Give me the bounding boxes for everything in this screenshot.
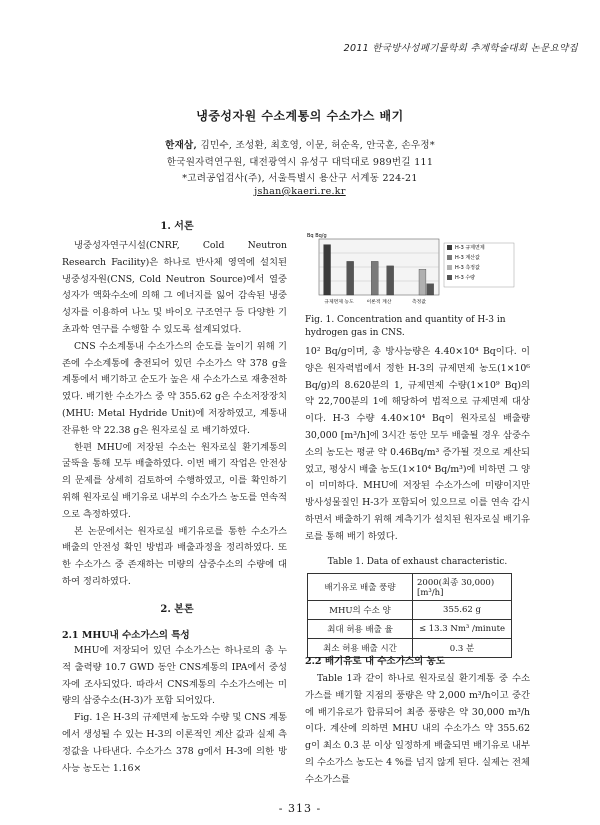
chart-legend-swatch [447, 245, 452, 250]
intro-para-3: 한편 MHU에 저장된 수소는 원자로실 환기계통의 굴뚝을 통해 모두 배출하였다. 이번 배기 작업은 안전상의 문제를 상세히 검토하여 수행하였고, 이를 확인하기 위해 원자로실 배기유로 내부의 수소가스 농도를 연속적으로 측정하였다. [62, 441, 287, 520]
table-row [308, 601, 512, 620]
email[interactable] [0, 186, 600, 197]
table-value: 0.3 분 [413, 639, 512, 658]
chart-bar [387, 266, 394, 295]
chart-legend-swatch [447, 275, 452, 280]
paper-title: 냉중성자원 수소계통의 수소가스 배기 [196, 109, 404, 123]
sub22-para: Table 1과 같이 하나로 원자로실 환기계통 중 수소가스를 배기할 지점의 풍량은 약 2,000 m³/h이고 중간에 배기유로가 합류되어 최종 풍량은 약 30,000 m³/h이다. 계산에 의하면 MHU 내의 수소가스 약 355.62 g이 최소 0.3 분 이상 일정하게 배출되면 배기유로 내부의 수소가스 농도는 4 %를 넘지 않게 된다. 실제는 전체 수소가스를 [305, 673, 530, 785]
table-row [308, 620, 512, 639]
chart-x-tick-label: 측정값 [412, 300, 426, 305]
email-link[interactable]: jshan@kaeri.re.kr [254, 186, 346, 197]
chart-bar [347, 261, 354, 295]
intro-para-1: 냉중성자연구시설(CNRF, Cold Neutron Research Facility)은 하나로 반사체 영역에 설치된 냉중성자원(CNS, Cold Neutron Source)에서 열중성자가 액화수소에 의해 그 에너지를 잃어 감속된 냉중성자를 이용하여 나노 및 바이오 구조연구 등 다양한 기초과학 연구를 수행할 수 있도록 설계되었다. [62, 240, 287, 335]
intro-para-2: CNS 수소계통내 수소가스의 순도를 높이기 위해 기존에 수소계통에 충전되어 있던 수소가스 약 378 g을 계통에서 배기하고 순도가 높은 새 수소가스로 재충전하였다. 배기한 수소가스 중 약 355.62 g은 수소저장장치(MHU: Metal Hydride Unit)에 저장하였고, 계통내 잔류한 약 22.38 g은 원자로실 로 배기하였다. [62, 340, 287, 436]
running-header: 2011 한국방사성폐기물학회 추계학술대회 논문요약집 [343, 43, 578, 54]
lead-author: 한재삼, [165, 140, 198, 151]
table-1 [307, 573, 512, 658]
affiliation-1: 한국원자력연구원, 대전광역시 유성구 대덕대로 989번길 111 [166, 157, 434, 168]
subsection-2-2-body [305, 671, 530, 789]
chart-legend-label: H-3 수량 [455, 275, 475, 281]
chart-bar [324, 245, 331, 295]
chart-legend-label: H-3 규제면제 [455, 245, 485, 251]
chart-legend-swatch [447, 255, 452, 260]
chart-legend-label: H-3 측정값 [455, 265, 480, 271]
table-key: MHU의 수소 양 [308, 601, 413, 620]
intro-body [62, 238, 287, 591]
sub21-para-2: Fig. 1은 H-3의 규제면제 농도와 수량 및 CNS 계통에서 생성될 수 있는 H-3의 이론적인 계산 값과 실제 측정값을 나타낸다. 수소가스 378 g에서 H-3에 의한 방사능 농도는 1.16× [62, 712, 287, 774]
chart-axis-label: Bq Bq/g [307, 233, 327, 239]
table-key: 배기유로 배출 풍량 [308, 574, 413, 601]
subsection-2-1-heading: 2.1 MHU내 수소가스의 특성 [62, 630, 190, 641]
table-key: 최대 허용 배출 율 [308, 620, 413, 639]
page-number: - 313 - [278, 802, 322, 815]
chart-x-tick-label: 이론적 계산 [366, 300, 392, 305]
table-row [308, 574, 512, 601]
section-intro-heading: 1. 서론 [160, 221, 194, 232]
chart-bar [419, 269, 426, 295]
table-value: 355.62 g [413, 601, 512, 620]
sub21-para-1: MHU에 저장되어 있던 수소가스는 하나로의 총 누적 출력량 10.7 GWD 동안 CNS계통의 IPA에서 중성자에 조사되었다. 따라서 CNS계통의 수소가스에는 미량의 삼중수소(H-3)가 포함 되어있다. [62, 645, 287, 707]
subsection-2-1-body [62, 643, 287, 777]
chart-x-tick-label: 규제면제 농도 [324, 300, 354, 305]
affiliation-2: *고려공업검사(주), 서울특별시 용산구 서계동 224-21 [182, 173, 418, 184]
table-value: ≤ 13.3 Nm³ /minute [413, 620, 512, 639]
right-para-1: 10² Bq/g이며, 총 방사능량은 4.40×10⁴ Bq이다. 이 양은 원자력법에서 정한 H-3의 규제면제 농도(1×10⁶ Bq/g)의 8.620분의 1, 규제면제 수량(1×10⁹ Bq)의 약 22,700분의 1에 해당하여 법적으로 규제면제 대상이다. H-3 수량 4.40×10⁴ Bq이 원자로실 배출량 30,000 [m³/h]에 3시간 동안 모두 배출될 경우 삼중수소의 농도는 평균 약 0.46Bq/m³ 증가될 것으로 계산되었고, 평상시 배출 농도(1×10⁴ Bq/m³)에 비하면 그 양이 미미하다. MHU에 저장된 수소가스에 미량이지만 방사성물질인 H-3가 포함되어 있으므로 이를 연속 감시하면서 배출하기 위해 계측기가 설치된 원자로실 배기유로를 통해 배기 하였다. [305, 346, 530, 542]
figure-1-caption: Fig. 1. Concentration and quantity of H-3 in hydrogen gas in CNS. [305, 315, 506, 338]
chart-bar [427, 284, 434, 295]
right-column-body [305, 344, 530, 546]
table-1-caption: Table 1. Data of exhaust characteristic. [327, 557, 508, 567]
chart-bar [371, 261, 378, 295]
figure-1-chart [305, 231, 515, 309]
figure-1 [305, 231, 515, 309]
author-line [0, 137, 600, 151]
subsection-2-2-heading: 2.2 배기유로 내 수소가스의 농도 [305, 656, 445, 667]
chart-legend-label: H-3 계산값 [455, 255, 480, 261]
table-value: 2000(최종 30,000) [m³/h] [413, 574, 512, 601]
table-key: 최소 허용 배출 시간 [308, 639, 413, 658]
intro-para-4: 본 논문에서는 원자로실 배기유로를 통한 수소가스 배출의 안전성 확인 방법과 배출과정을 정리하였다. 또한 수소가스 중 존재하는 미량의 삼중수소의 수량에 대하여 정리하였다. [62, 525, 287, 587]
chart-legend-swatch [447, 265, 452, 270]
section-body-heading: 2. 본론 [160, 604, 194, 615]
co-authors: 김민수, 조성환, 최호영, 이문, 허순옥, 안국훈, 손우정* [200, 140, 435, 151]
